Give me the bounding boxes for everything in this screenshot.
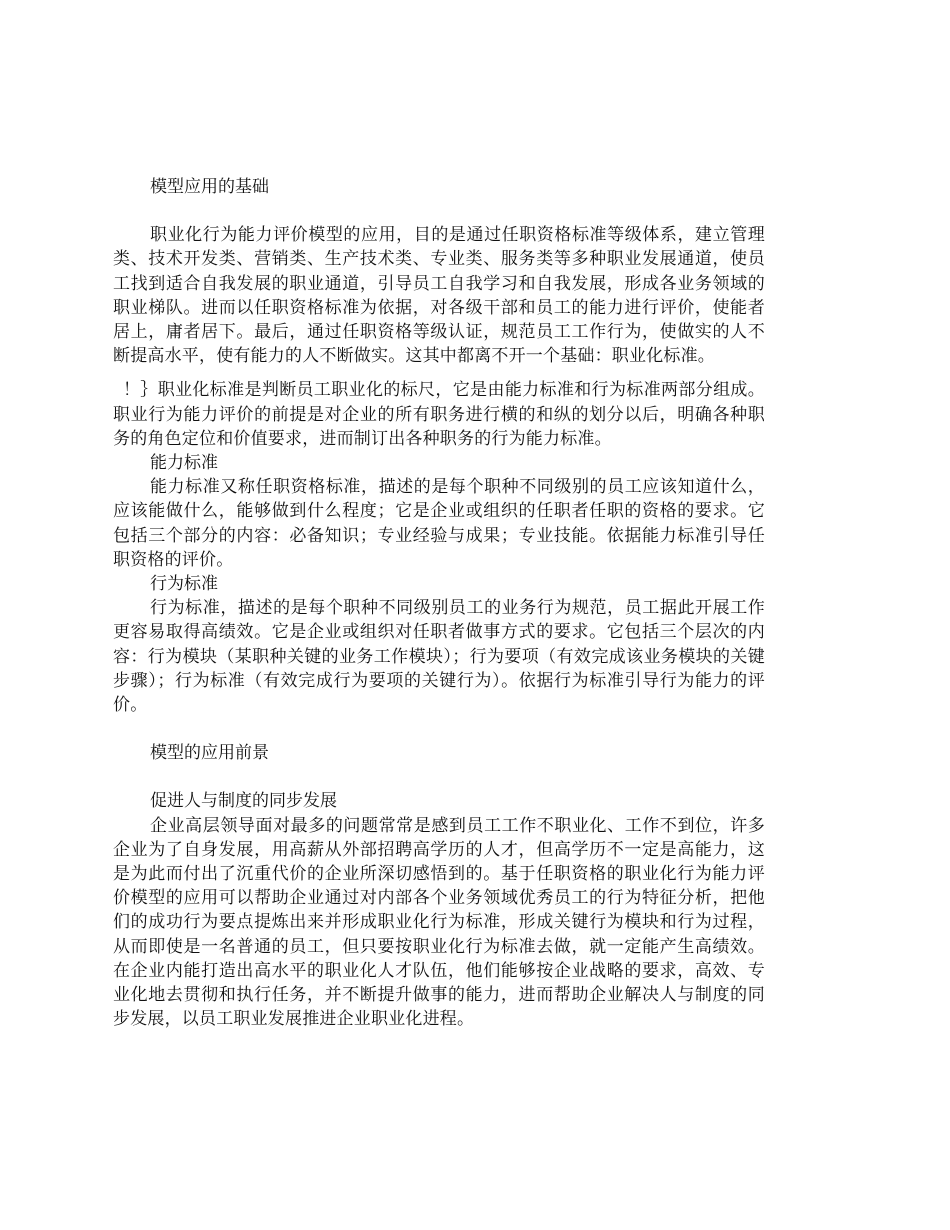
section-title-sync: 促进人与制度的同步发展	[150, 791, 337, 812]
paragraph-basis: 职业化行为能力评价模型的应用，目的是通过任职资格标准等级体系，建立管理类、技术开发类、营销类、生产技术类、专业类、服务类等多种职业发展通道，使员工找到适合自我发展的职业通道，引导员工自我学习和自我发展，形成各业务领域的职业梯队。进而以任职资格标准为依据，对各级干部和员工的能力进行评价，使能者居上，庸者居下。最后，通过任职资格等级认证，规范员工工作行为，使做实的人不断提高水平，使有能力的人不断做实。这其中都离不开一个基础：职业化标准。	[113, 225, 765, 367]
paragraph-sync: 企业高层领导面对最多的问题常常是感到员工工作不职业化、工作不到位，许多企业为了自身发展，用高薪从外部招聘高学历的人才，但高学历不一定是高能力，这是为此而付出了沉重代价的企业所深切感悟到的。基于任职资格的职业化行为能力评价模型的应用可以帮助企业通过对内部各个业务领域优秀员工的行为特征分析，把他们的成功行为要点提炼出来并形成职业化行为标准，形成关键行为模块和行为过程，从而即使是一名普通的员工，但只要按职业化行为标准去做，就一定能产生高绩效。在企业内能打造出高水平的职业化人才队伍，他们能够按企业战略的要求，高效、专业化地去贯彻和执行任务，并不断提升做事的能力，进而帮助企业解决人与制度的同步发展，以员工职业发展推进企业职业化进程。	[113, 815, 765, 1030]
paragraph-ability: 能力标准又称任职资格标准，描述的是每个职种不同级别的员工应该知道什么，应该能做什么，能够做到什么程度；它是企业或组织的任职者任职的资格的要求。它包括三个部分的内容：必备知识；专业经验与成果；专业技能。依据能力标准引导任职资格的评价。	[113, 477, 765, 570]
spacer	[113, 199, 765, 223]
document-page	[113, 175, 765, 1032]
spacer	[113, 717, 765, 741]
paragraph-behavior: 行为标准，描述的是每个职种不同级别员工的业务行为规范，员工据此开展工作更容易取得高绩效。它是企业或组织对任职者做事方式的要求。它包括三个层次的内容：行为模块（某职种关键的业务工作模块）；行为要项（有效完成该业务模块的关键步骤）；行为标准（有效完成行为要项的关键行为）。依据行为标准引导行为能力的评价。	[113, 598, 765, 716]
spacer	[113, 765, 765, 789]
spacer	[113, 368, 765, 378]
paragraph-standard: ！｝职业化标准是判断员工职业化的标尺，它是由能力标准和行为标准两部分组成。职业行为能力评价的前提是对企业的所有职务进行横的和纵的划分以后，明确各种职务的角色定位和价值要求，进而制订出各种职务的行为能力标准。	[113, 380, 765, 449]
section-title-basis: 模型应用的基础	[150, 177, 269, 197]
section-title-premise: 模型的应用前景	[150, 743, 269, 764]
section-title-behavior: 行为标准	[150, 574, 218, 595]
section-title-ability: 能力标准	[150, 453, 218, 474]
